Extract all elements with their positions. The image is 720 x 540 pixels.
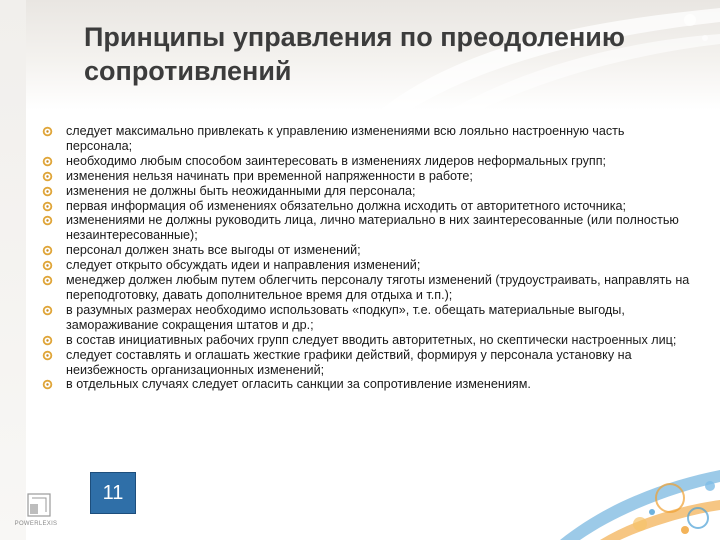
page-number-box [90, 472, 136, 514]
list-item [42, 199, 694, 214]
list-item [42, 184, 694, 199]
left-side-bar [0, 0, 26, 540]
logo-text: POWERLEXIS [14, 521, 58, 527]
list-item [42, 303, 694, 333]
list-item-text: изменениями не должны руководить лица, лично материально в них заинтересованные (или полностью незаинтересованные); [66, 213, 679, 243]
list-item-text: следует составлять и оглашать жесткие графики действий, формируя у персонала установку на неизбежность организационных изменений; [66, 347, 632, 377]
list-item-text: первая информация об изменениях обязательно должна исходить от авторитетного источника; [66, 198, 626, 213]
slide-title: Принципы управления по преодолению сопротивлений [84, 22, 625, 86]
list-item [42, 348, 694, 378]
list-item-text: изменения не должны быть неожиданными для персонала; [66, 183, 416, 198]
list-item [42, 258, 694, 273]
list-item [42, 273, 694, 303]
ring-bullet-icon [42, 156, 53, 167]
ring-bullet-icon [42, 379, 53, 390]
ring-bullet-icon [42, 215, 53, 226]
ring-bullet-icon [42, 171, 53, 182]
page-number: 11 [102, 481, 124, 504]
list-item-text: в разумных размерах необходимо использовать «подкуп», т.е. обещать материальные выгоды, замораживание сокращения штатов и др.; [66, 302, 625, 332]
list-item [42, 154, 694, 169]
list-item [42, 243, 694, 258]
list-item [42, 377, 694, 392]
list-item [42, 124, 694, 154]
list-item [42, 213, 694, 243]
ring-bullet-icon [42, 201, 53, 212]
list-item-text: необходимо любым способом заинтересовать в изменениях лидеров неформальных групп; [66, 153, 607, 168]
ring-bullet-icon [42, 305, 53, 316]
ring-bullet-icon [42, 186, 53, 197]
ring-bullet-icon [42, 126, 53, 137]
list-item-text: изменения нельзя начинать при временной напряженности в работе; [66, 168, 473, 183]
list-item [42, 333, 694, 348]
ring-bullet-icon [42, 245, 53, 256]
bullet-list [42, 124, 694, 392]
list-item-text: следует открыто обсуждать идеи и направления изменений; [66, 258, 421, 273]
list-item [42, 169, 694, 184]
ring-bullet-icon [42, 335, 53, 346]
corner-decoration [520, 420, 720, 540]
list-item-text: в отдельных случаях следует огласить санкции за сопротивление изменениям. [66, 377, 531, 392]
list-item-text: в состав инициативных рабочих групп следует вводить авторитетных, но скептически настроенных лиц; [66, 332, 677, 347]
powerlexis-logo-icon [10, 490, 70, 536]
ring-bullet-icon [42, 350, 53, 361]
list-item-text: персонал должен знать все выгоды от изменений; [66, 243, 361, 258]
list-item-text: следует максимально привлекать к управлению изменениями всю лояльно настроенную часть персонала; [66, 124, 625, 153]
ring-bullet-icon [42, 275, 53, 286]
ring-bullet-icon [42, 260, 53, 271]
list-item-text: менеджер должен любым путем облегчить персоналу тяготы изменений (трудоустраивать, направлять на переподготовку, давать дополнительное время для отдыха и т.п.); [66, 273, 690, 302]
